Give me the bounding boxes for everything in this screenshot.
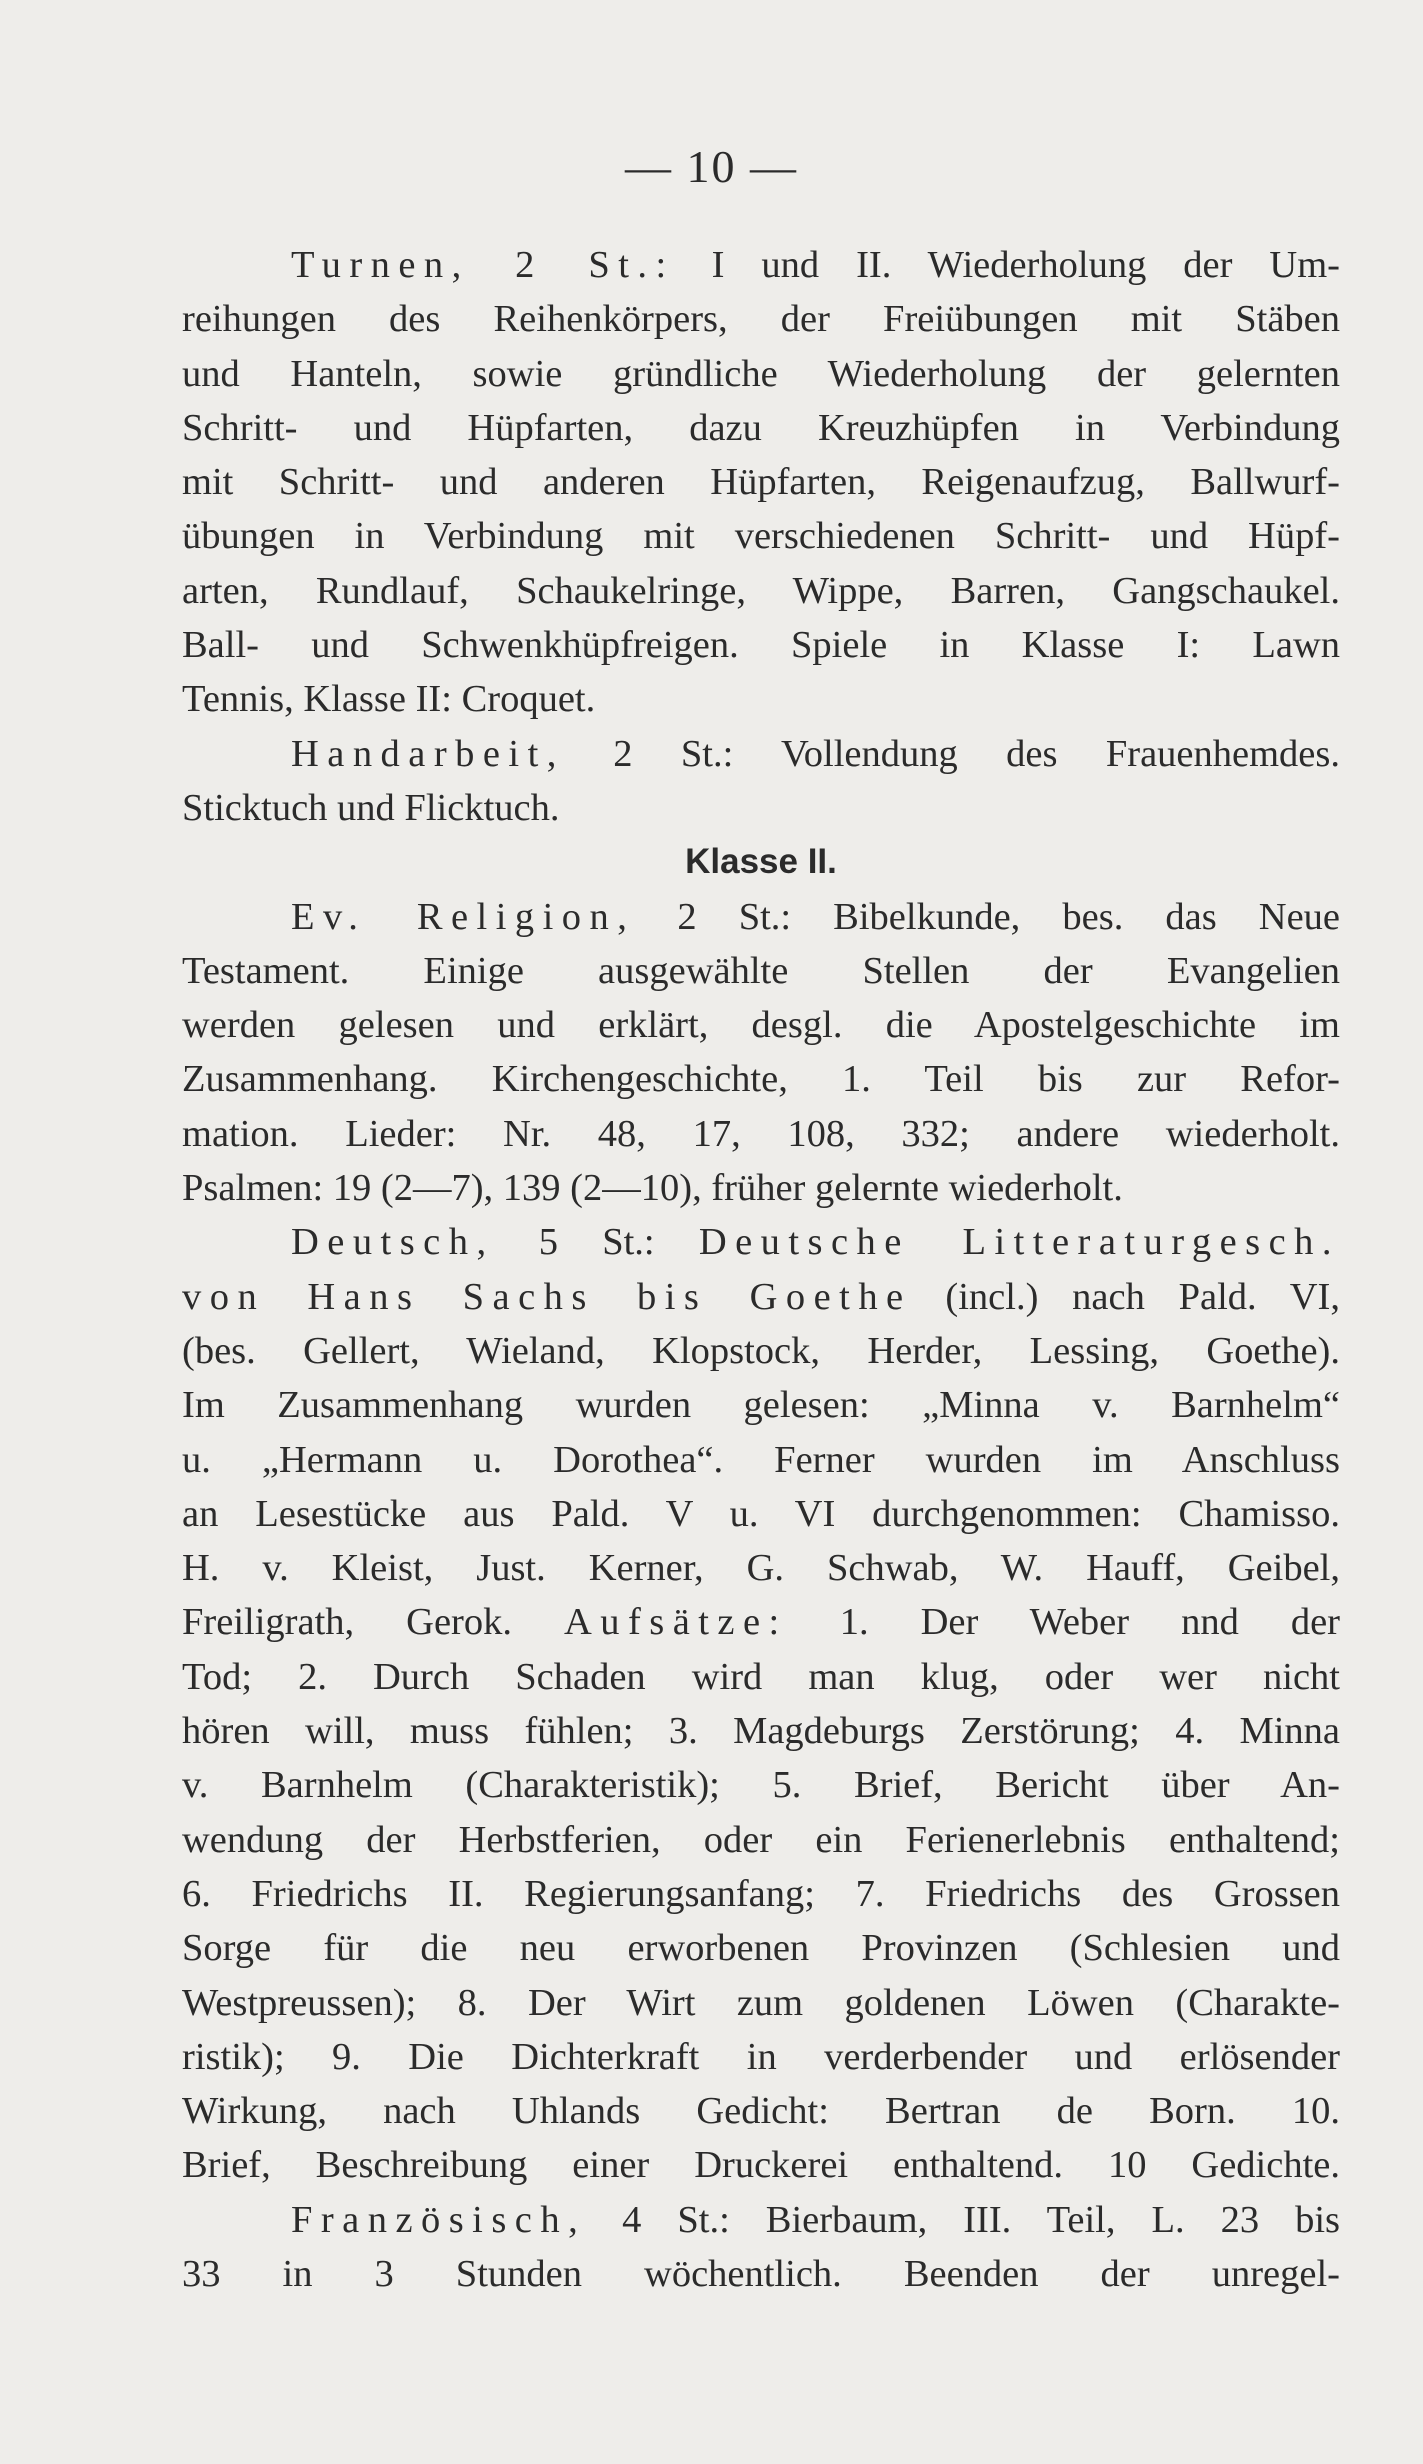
text-line	[182, 1976, 1340, 2030]
text-segment: Klasse II.	[685, 842, 837, 882]
text-line	[182, 1433, 1340, 1487]
text-segment: 2 St.: Vollendung des Frauenhemdes.	[564, 732, 1340, 775]
text-line	[182, 455, 1340, 509]
text-line	[182, 998, 1340, 1052]
text-line	[182, 727, 1340, 781]
text-line	[182, 1704, 1340, 1758]
text-segment: v. Barnhelm (Charakteristik); 5. Brief, Bericht über An-	[182, 1764, 1340, 1807]
spaced-keyword: Deutsche Litteraturgesch.	[698, 1221, 1340, 1264]
text-segment: Sorge für die neu erworbenen Provinzen (Schlesien und	[182, 1927, 1340, 1970]
text-segment: mit Schritt- und anderen Hüpfarten, Reigenaufzug, Ballwurf-	[182, 461, 1340, 504]
text-segment: u. „Hermann u. Dorothea“. Ferner wurden im Anschluss	[182, 1438, 1340, 1481]
text-line	[182, 238, 1340, 292]
spaced-keyword: Aufsätze:	[563, 1601, 788, 1644]
text-line	[182, 1378, 1340, 1432]
text-segment: 5 St.:	[494, 1221, 699, 1264]
text-segment: Sticktuch und Flicktuch.	[182, 786, 560, 829]
text-line	[182, 564, 1340, 618]
text-line	[182, 2247, 1340, 2301]
spaced-keyword: Ev. Religion,	[291, 895, 636, 938]
text-segment: arten, Rundlauf, Schaukelringe, Wippe, Barren, Gangschaukel.	[182, 569, 1340, 612]
text-segment: reihungen des Reihenkörpers, der Freiübungen mit Stäben	[182, 298, 1340, 341]
text-line	[182, 1324, 1340, 1378]
text-line	[182, 292, 1340, 346]
spaced-keyword: Turnen, 2 St.:	[291, 244, 675, 286]
text-line	[182, 890, 1340, 944]
text-line	[182, 944, 1340, 998]
text-segment: Tod; 2. Durch Schaden wird man klug, oder wer nicht	[182, 1655, 1340, 1698]
spaced-keyword: Handarbeit,	[291, 732, 565, 775]
text-segment: I und II. Wiederholung der Um-	[674, 244, 1340, 286]
text-line	[182, 347, 1340, 401]
text-segment: Schritt- und Hüpfarten, dazu Kreuzhüpfen in Verbindung	[182, 406, 1340, 449]
text-line	[182, 1487, 1340, 1541]
text-line	[182, 1650, 1340, 1704]
text-line	[182, 1867, 1340, 1921]
spaced-keyword: von Hans Sachs bis Goethe	[182, 1275, 912, 1318]
text-segment: Im Zusammenhang wurden gelesen: „Minna v. Barnhelm“	[182, 1384, 1340, 1427]
text-segment: (bes. Gellert, Wieland, Klopstock, Herder, Lessing, Goethe).	[182, 1329, 1340, 1372]
text-line	[182, 1215, 1340, 1269]
text-segment: ristik); 9. Die Dichterkraft in verderbender und erlösender	[182, 2035, 1340, 2078]
text-segment: Wirkung, nach Uhlands Gedicht: Bertran de Born. 10.	[182, 2090, 1340, 2133]
text-line	[182, 618, 1340, 672]
text-line	[182, 2030, 1340, 2084]
text-segment: hören will, muss fühlen; 3. Magdeburgs Zerstörung; 4. Minna	[182, 1710, 1340, 1753]
text-segment: Tennis, Klasse II: Croquet.	[182, 678, 596, 721]
text-line	[182, 1052, 1340, 1106]
text-line	[182, 2138, 1340, 2192]
text-segment: 2 St.: Bibelkunde, bes. das Neue	[635, 895, 1340, 938]
text-segment: 33 in 3 Stunden wöchentlich. Beenden der unregel-	[182, 2252, 1340, 2295]
text-line	[182, 1595, 1340, 1649]
text-line	[182, 1758, 1340, 1812]
text-line	[182, 2193, 1340, 2247]
text-line	[182, 1541, 1340, 1595]
text-segment: H. v. Kleist, Just. Kerner, G. Schwab, W. Hauff, Geibel,	[182, 1547, 1340, 1590]
text-segment: mation. Lieder: Nr. 48, 17, 108, 332; andere wiederholt.	[182, 1112, 1340, 1155]
text-line	[182, 509, 1340, 563]
text-segment: Westpreussen); 8. Der Wirt zum goldenen Löwen (Charakte-	[182, 1981, 1340, 2024]
text-line	[182, 401, 1340, 455]
text-segment: Ball- und Schwenkhüpfreigen. Spiele in Klasse I: Lawn	[182, 624, 1340, 667]
text-segment: übungen in Verbindung mit verschiedenen Schritt- und Hüpf-	[182, 515, 1340, 558]
text-line	[182, 1813, 1340, 1867]
text-line	[182, 672, 1340, 726]
text-line	[182, 1161, 1340, 1215]
text-segment: Testament. Einige ausgewählte Stellen der Evangelien	[182, 949, 1340, 992]
body-text	[182, 238, 1340, 2301]
text-line	[182, 1270, 1340, 1324]
text-segment: 6. Friedrichs II. Regierungsanfang; 7. Friedrichs des Grossen	[182, 1872, 1340, 1915]
text-segment: Freiligrath, Gerok.	[182, 1601, 564, 1644]
text-segment: und Hanteln, sowie gründliche Wiederholung der gelernten	[182, 352, 1340, 395]
text-line	[182, 1107, 1340, 1161]
text-segment: 1. Der Weber nnd der	[787, 1601, 1340, 1644]
text-segment: 4 St.: Bierbaum, III. Teil, L. 23 bis	[586, 2198, 1340, 2241]
text-segment: an Lesestücke aus Pald. V u. VI durchgenommen: Chamisso.	[182, 1492, 1340, 1535]
text-segment: werden gelesen und erklärt, desgl. die Apostelgeschichte im	[182, 1004, 1340, 1047]
text-segment: Zusammenhang. Kirchengeschichte, 1. Teil bis zur Refor-	[182, 1058, 1340, 1101]
spaced-keyword: Französisch,	[291, 2198, 587, 2241]
spaced-keyword: Deutsch,	[291, 1221, 495, 1264]
text-segment: (incl.) nach Pald. VI,	[911, 1275, 1340, 1318]
text-line	[182, 2084, 1340, 2138]
page-number: — 10 —	[625, 141, 798, 192]
section-heading	[182, 835, 1340, 889]
text-segment: wendung der Herbstferien, oder ein Ferienerlebnis enthaltend;	[182, 1818, 1340, 1861]
text-line	[182, 781, 1340, 835]
text-segment: Brief, Beschreibung einer Druckerei enthaltend. 10 Gedichte.	[182, 2144, 1340, 2187]
text-segment: Psalmen: 19 (2—7), 139 (2—10), früher gelernte wiederholt.	[182, 1167, 1123, 1210]
text-line	[182, 1921, 1340, 1975]
